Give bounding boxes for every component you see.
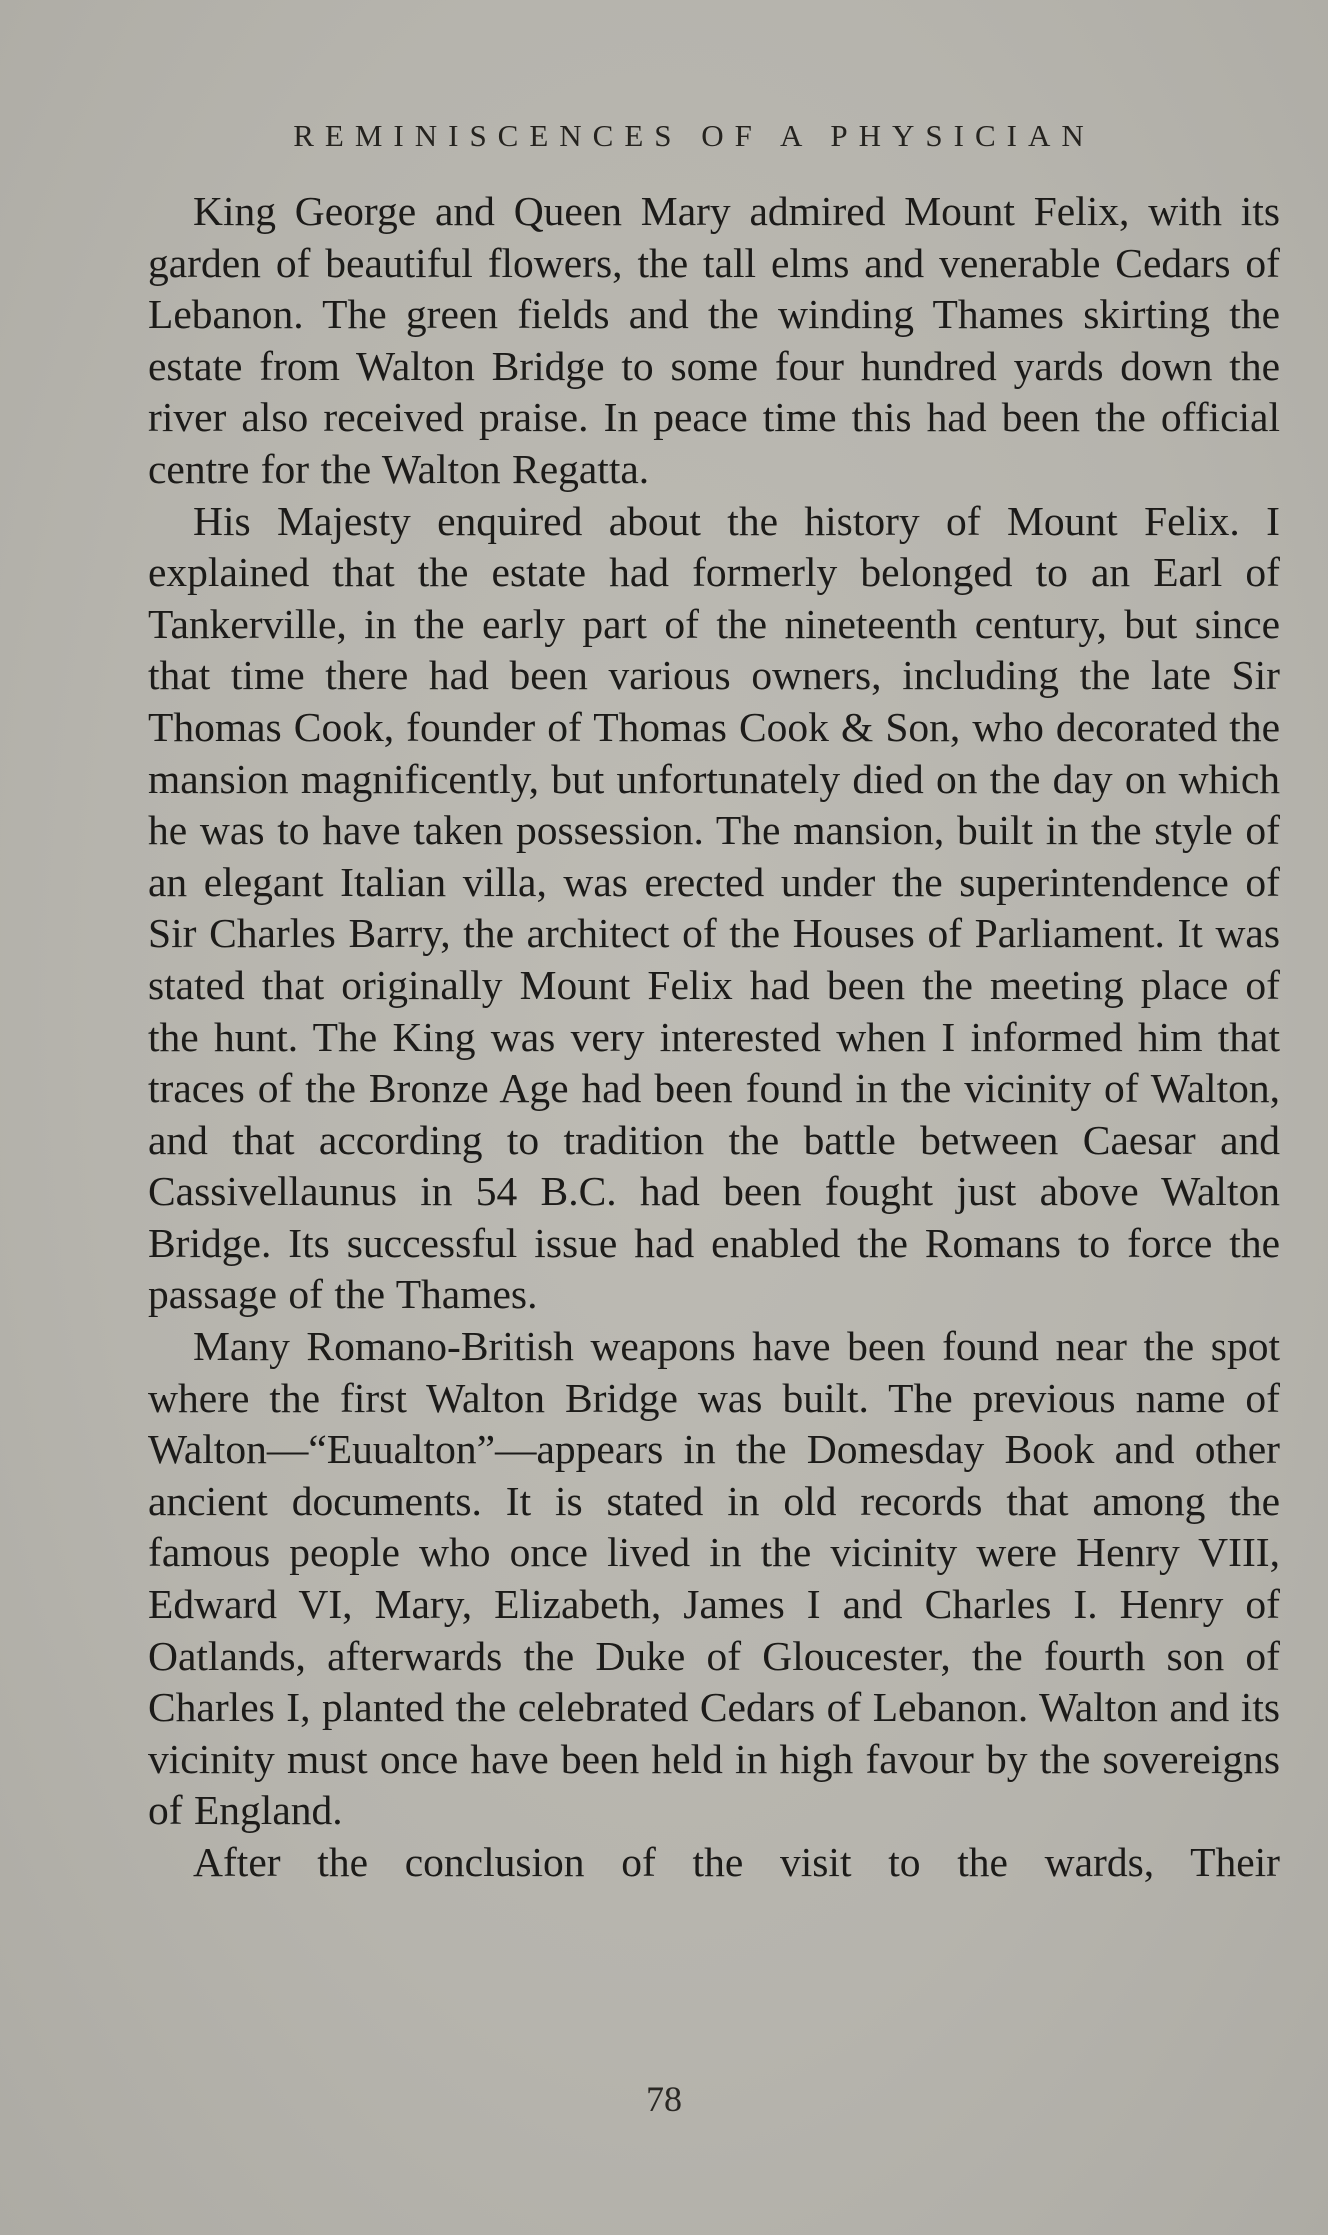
- paragraph-1: King George and Queen Mary admired Mount Felix, with its garden of beautiful flowers, the tall elms and venerable Cedars of Lebanon. The green fields and the winding Thames skirting the estate from Walton Bridge to some four hundred yards down the river also received praise. In peace time this had been the official centre for the Walton Regatta.: [148, 188, 1280, 492]
- paragraph-4: After the conclusion of the visit to the wards, Their: [193, 1839, 1280, 1885]
- page-number: 78: [646, 2079, 682, 2119]
- running-head: REMINISCENCES OF A PHYSICIAN: [293, 118, 1095, 153]
- paragraph-3: Many Romano-British weapons have been found near the spot where the first Walton Bridge was built. The previous name of Walton—“Euualton”—appears in the Domesday Book and other ancient documents. It is stated in old records that among the famous people who once lived in the vicinity were Henry VIII, Edward VI, Mary, Elizabeth, James I and Charles I. Henry of Oatlands, afterwards the Duke of Gloucester, the fourth son of Charles I, planted the celebrated Cedars of Lebanon. Walton and its vicinity must once have been held in high favour by the sovereigns of England.: [148, 1323, 1280, 1834]
- paragraph-2: His Majesty enquired about the history of Mount Felix. I explained that the estate had formerly belonged to an Earl of Tankerville, in the early part of the nineteenth century, but since that time there had been various owners, including the late Sir Thomas Cook, founder of Thomas Cook & Son, who decorated the mansion magnificently, but unfortunately died on the day on which he was to have taken possession. The mansion, built in the style of an elegant Italian villa, was erected under the superintendence of Sir Charles Barry, the architect of the Houses of Parliament. It was stated that originally Mount Felix had been the meeting place of the hunt. The King was very interested when I informed him that traces of the Bronze Age had been found in the vicinity of Walton, and that according to tradition the battle between Caesar and Cassivellaunus in 54 B.C. had been fought just above Walton Bridge. Its successful issue had enabled the Romans to force the passage of the Thames.: [148, 497, 1280, 1318]
- body-text: [148, 186, 1280, 1889]
